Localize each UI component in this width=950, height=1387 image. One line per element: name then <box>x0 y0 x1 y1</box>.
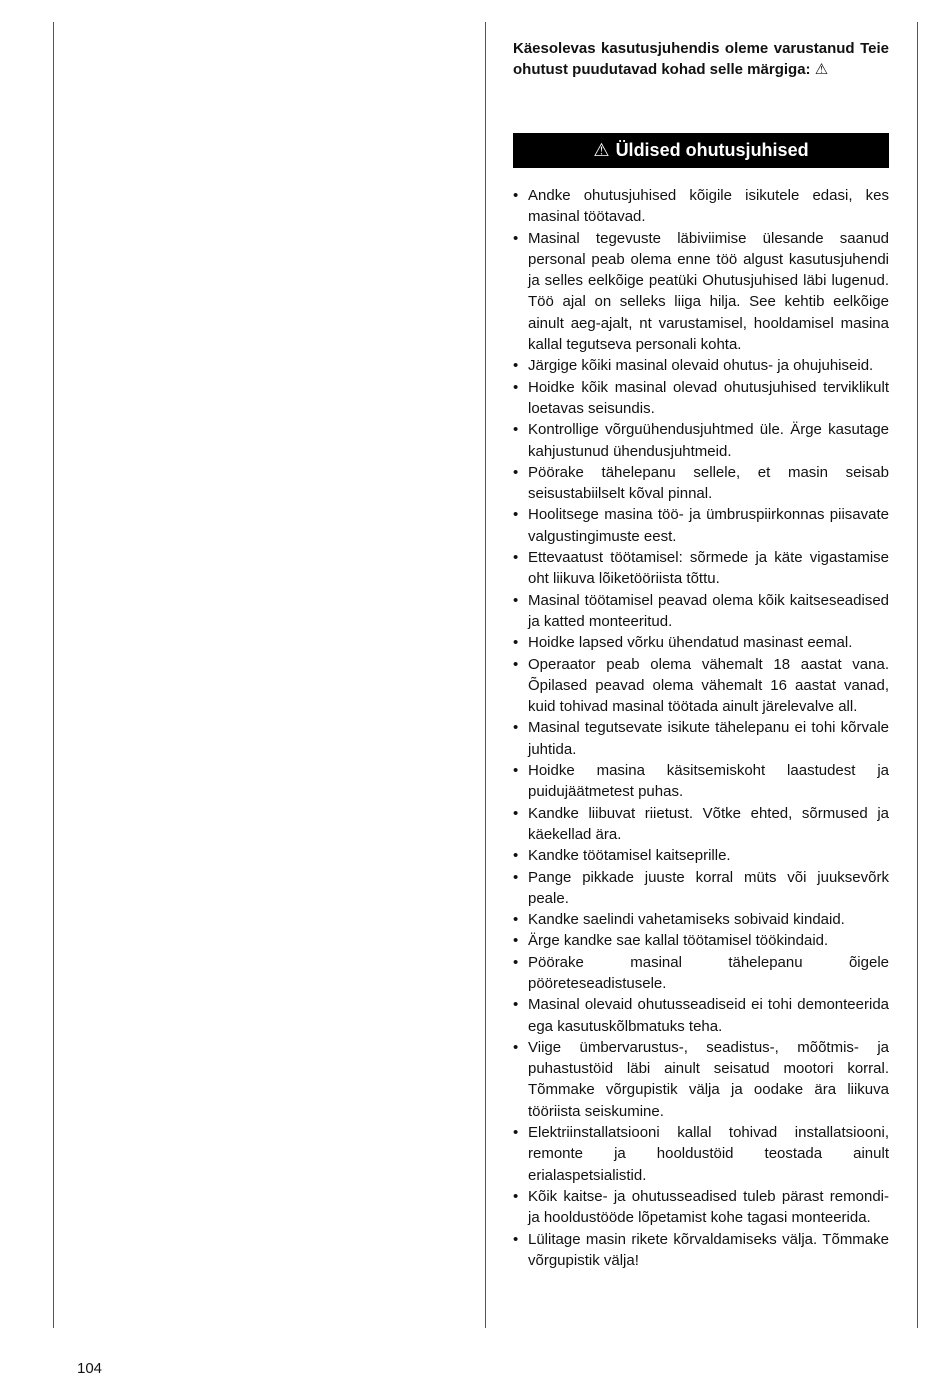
intro-paragraph <box>513 38 889 80</box>
list-item: • Pange pikkade juuste korral müts või juuksevõrk peale. <box>513 867 889 910</box>
column-divider-rule <box>485 22 486 1328</box>
left-margin-rule <box>53 22 54 1328</box>
list-item: • Hoidke kõik masinal olevad ohutusjuhised terviklikult loetavas seisundis. <box>513 377 889 420</box>
list-item: • Masinal tegutsevate isikute tähelepanu ei tohi kõrvale juhtida. <box>513 717 889 760</box>
list-item: • Masinal olevaid ohutusseadiseid ei tohi demonteerida ega kasutuskõlbmatuks teha. <box>513 994 889 1037</box>
list-item: • Operaator peab olema vähemalt 18 aastat vana. Õpilased peavad olema vähemalt 16 aastat vanad, kuid tohivad masinal töötada ainult järelevalve all. <box>513 654 889 718</box>
list-item: • Masinal töötamisel peavad olema kõik kaitseseadised ja katted monteeritud. <box>513 590 889 633</box>
list-item: • Andke ohutusjuhised kõigile isikutele edasi, kes masinal töötavad. <box>513 185 889 228</box>
list-item: • Järgige kõiki masinal olevaid ohutus- ja ohujuhiseid. <box>513 355 889 376</box>
list-item: • Viige ümbervarustus-, seadistus-, mõõtmis- ja puhastustöid läbi ainult seisatud mootori korral. Tõmmake võrgupistik välja ja oodake ära liikuva tööriista seiskumine. <box>513 1037 889 1122</box>
section-header <box>513 133 889 168</box>
list-item: • Elektriinstallatsiooni kallal tohivad installatsiooni, remonte ja hooldustöid teostada ainult erialaspetsialistid. <box>513 1122 889 1186</box>
list-item: • Ärge kandke sae kallal töötamisel töökindaid. <box>513 930 889 951</box>
section-title: Üldised ohutusjuhised <box>615 140 809 160</box>
right-text-column <box>513 38 889 1271</box>
page-number: 104 <box>77 1360 103 1377</box>
list-item: • Kontrollige võrguühendusjuhtmed üle. Ärge kasutage kahjustunud ühendusjuhtmeid. <box>513 419 889 462</box>
warning-triangle-icon: ⚠ <box>814 61 829 78</box>
list-item: • Lülitage masin rikete kõrvaldamiseks välja. Tõmmake võrgupistik välja! <box>513 1229 889 1272</box>
list-item: • Masinal tegevuste läbiviimise ülesande saanud personal peab olema enne töö algust kasutusjuhendi ja selles eelkõige peatüki Ohutusjuhised läbi lugenud. Töö ajal on selleks liiga hilja. See kehtib eelkõige ainult aeg-ajalt, nt varustamisel, hooldamisel masina kallal tegutseva personali kohta. <box>513 228 889 356</box>
right-margin-rule <box>917 22 918 1328</box>
list-item: • Hoolitsege masina töö- ja ümbruspiirkonnas piisavate valgustingimuste eest. <box>513 504 889 547</box>
safety-rules-list <box>513 185 889 1271</box>
list-item: • Hoidke masina käsitsemiskoht laastudest ja puidujäätmetest puhas. <box>513 760 889 803</box>
list-item: • Pöörake tähelepanu sellele, et masin seisab seisustabiilselt kõval pinnal. <box>513 462 889 505</box>
list-item: • Kandke töötamisel kaitseprille. <box>513 845 889 866</box>
list-item: • Kõik kaitse- ja ohutusseadised tuleb pärast remondi- ja hooldustööde lõpetamist kohe tagasi monteerida. <box>513 1186 889 1229</box>
list-item: • Kandke saelindi vahetamiseks sobivaid kindaid. <box>513 909 889 930</box>
warning-triangle-icon: ⚠ <box>593 140 610 160</box>
list-item: • Hoidke lapsed võrku ühendatud masinast eemal. <box>513 632 889 653</box>
intro-text: Käesolevas kasutusjuhendis oleme varustanud Teie ohutust puudutavad kohad selle märgiga: <box>513 40 889 78</box>
list-item: • Ettevaatust töötamisel: sõrmede ja käte vigastamise oht liikuva lõiketööriista tõttu. <box>513 547 889 590</box>
list-item: • Pöörake masinal tähelepanu õigele pööreteseadistusele. <box>513 952 889 995</box>
list-item: • Kandke liibuvat riietust. Võtke ehted, sõrmused ja käekellad ära. <box>513 803 889 846</box>
